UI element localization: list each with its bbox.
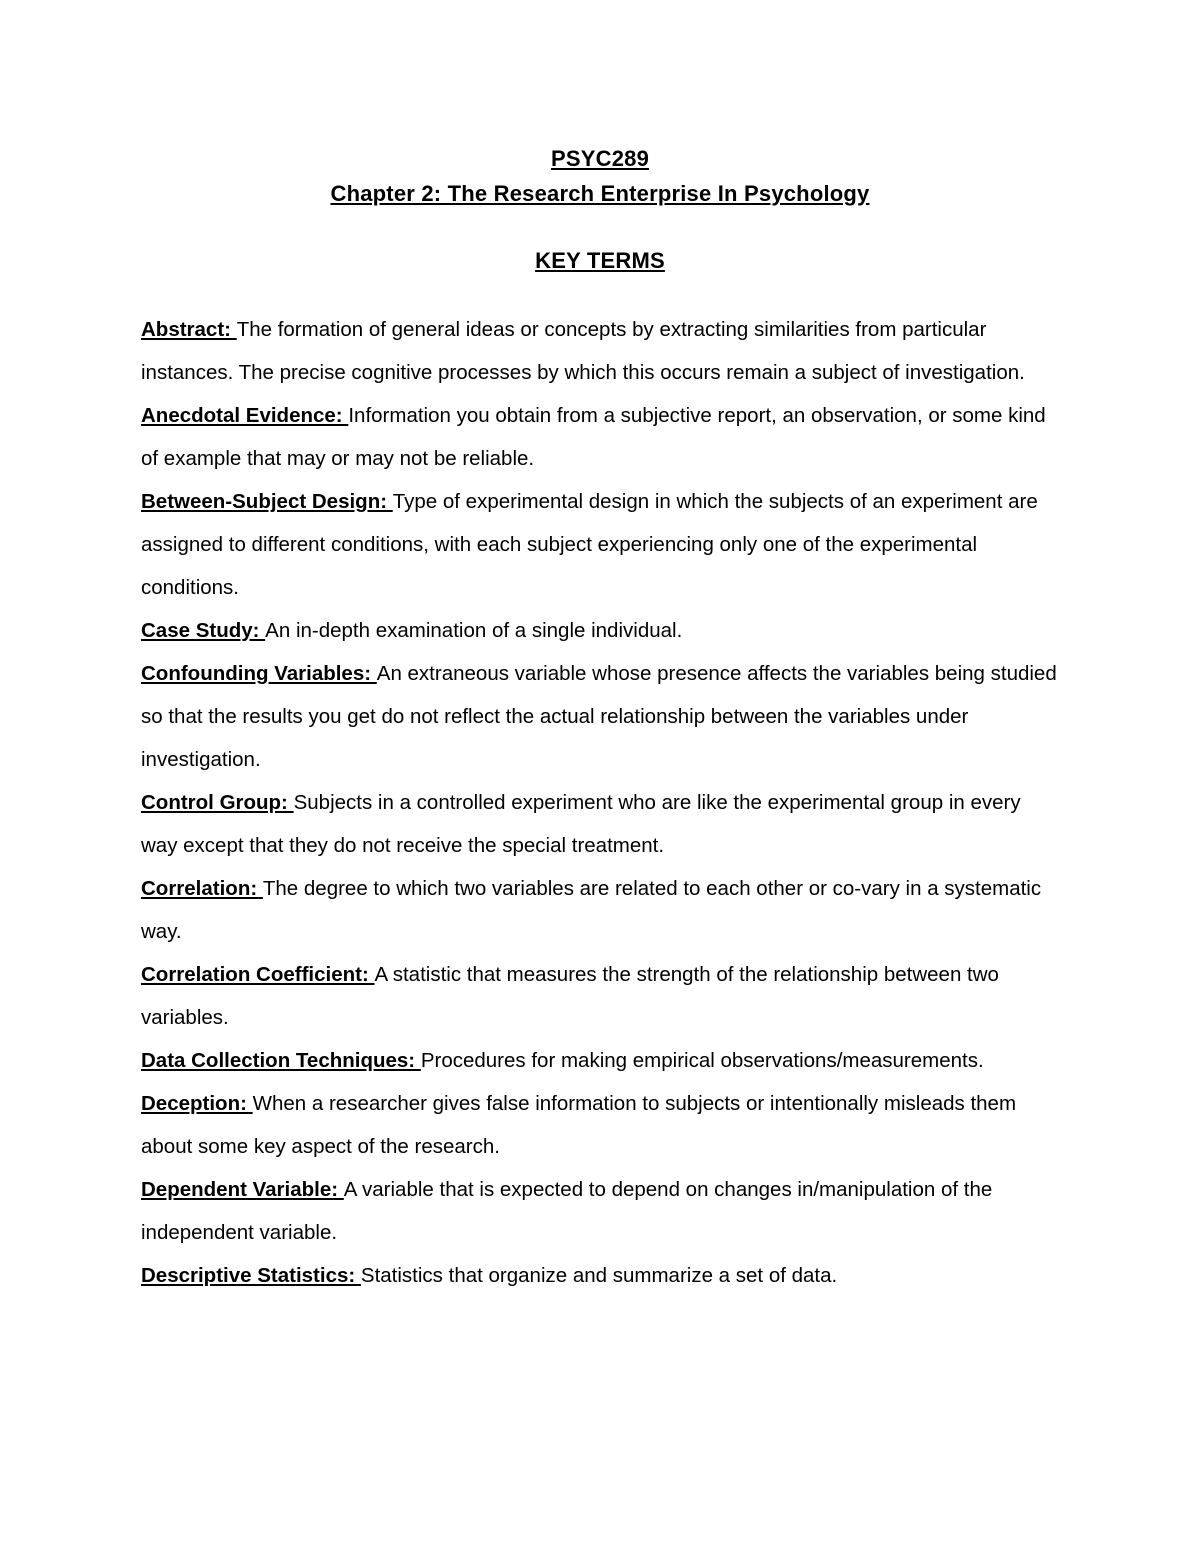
term-label: Deception:	[141, 1092, 253, 1115]
term-label: Between-Subject Design:	[141, 490, 393, 513]
term-label: Control Group:	[141, 791, 294, 814]
term-definition: Subjects in a controlled experiment who are like the experimental group in every way except that they do not receive the special treatment.	[141, 791, 1021, 857]
term-entry	[141, 609, 1061, 652]
term-label: Abstract:	[141, 318, 237, 341]
term-entry	[141, 1254, 1061, 1297]
term-definition: A variable that is expected to depend on changes in/manipulation of the independent variable.	[141, 1178, 993, 1244]
term-label: Confounding Variables:	[141, 662, 377, 685]
term-entry	[141, 1039, 1061, 1082]
term-label: Data Collection Techniques:	[141, 1049, 421, 1072]
term-label: Correlation:	[141, 877, 263, 900]
term-label: Dependent Variable:	[141, 1178, 344, 1201]
term-definition: Type of experimental design in which the subjects of an experiment are assigned to different conditions, with each subject experiencing only one of the experimental conditions.	[141, 490, 1038, 599]
term-definition: An in-depth examination of a single individual.	[265, 619, 683, 642]
term-definition: Procedures for making empirical observations/measurements.	[420, 1049, 984, 1072]
term-entry	[141, 1168, 1061, 1254]
term-entry	[141, 652, 1061, 781]
term-label: Case Study:	[141, 619, 266, 642]
term-definition: An extraneous variable whose presence affects the variables being studied so that the results you get do not reflect the actual relationship between the variables under investigation.	[141, 662, 1057, 771]
term-label: Anecdotal Evidence:	[141, 404, 349, 427]
term-definition: The formation of general ideas or concepts by extracting similarities from particular instances. The precise cognitive processes by which this occurs remain a subject of investigation.	[141, 318, 1025, 384]
term-definition: When a researcher gives false information to subjects or intentionally misleads them about some key aspect of the research.	[141, 1092, 1017, 1158]
term-definition: The degree to which two variables are related to each other or co-vary in a systematic way.	[141, 877, 1042, 943]
course-code: PSYC289	[550, 146, 649, 171]
term-entry	[141, 953, 1061, 1039]
term-label: Descriptive Statistics:	[141, 1264, 361, 1287]
term-definition: A statistic that measures the strength of the relationship between two variables.	[141, 963, 999, 1029]
term-definition: Statistics that organize and summarize a set of data.	[360, 1264, 838, 1287]
key-terms-list	[141, 308, 1061, 1297]
section-heading: KEY TERMS	[535, 248, 665, 273]
chapter-title: Chapter 2: The Research Enterprise In Psychology	[330, 181, 870, 206]
term-entry	[141, 394, 1061, 480]
term-entry	[141, 781, 1061, 867]
term-definition: Information you obtain from a subjective report, an observation, or some kind of example that may or may not be reliable.	[141, 404, 1046, 470]
term-entry	[141, 308, 1061, 394]
term-label: Correlation Coefficient:	[141, 963, 375, 986]
term-entry	[141, 480, 1061, 609]
term-entry	[141, 867, 1061, 953]
term-entry	[141, 1082, 1061, 1168]
